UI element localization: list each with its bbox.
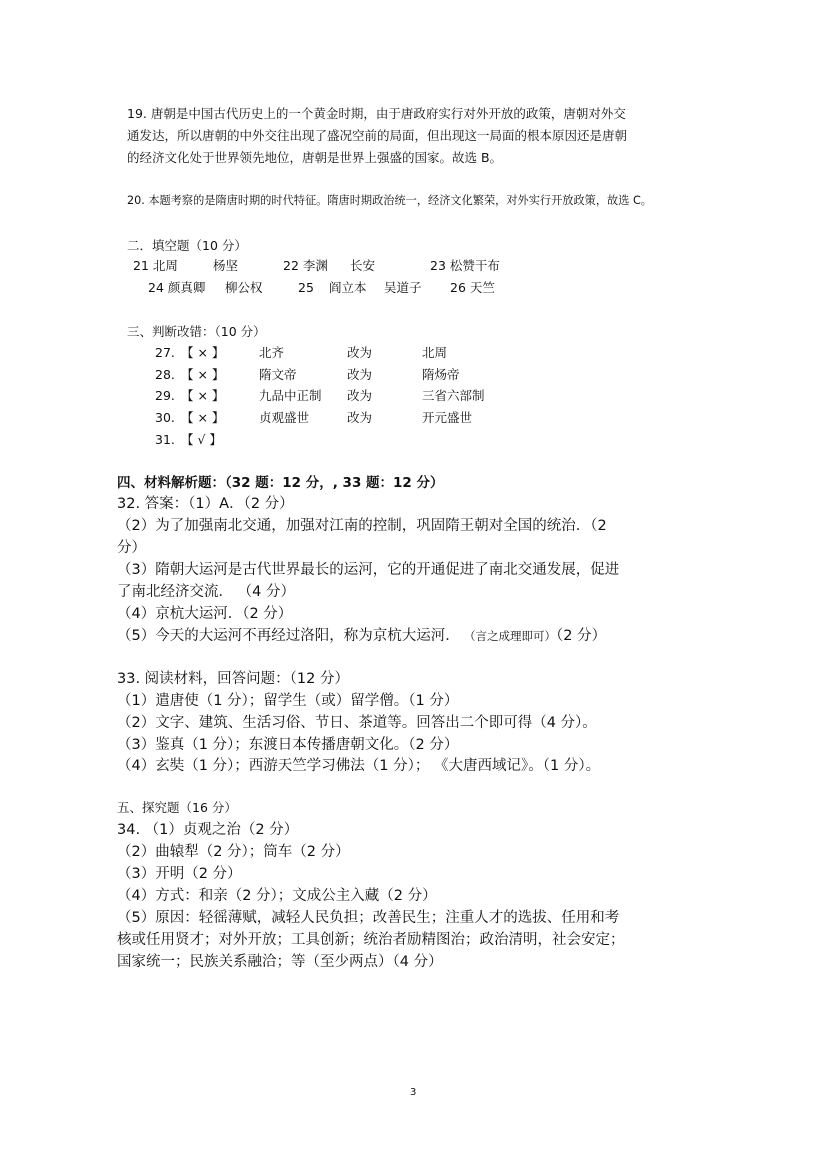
section3-title: 三、判断改错：（10 分） (127, 324, 266, 339)
fill-row-2 (148, 278, 495, 296)
q34-line-3: （3）开明（2 分） (117, 866, 242, 882)
judge-item-30: 30. 【 × 】 贞观盛世 改为 开元盛世 (155, 410, 473, 425)
fill-24: 24 颜真卿 (148, 280, 206, 295)
q33-line-2: （1）遣唐使（1 分）；留学生（或）留学僧。（1 分） (117, 693, 459, 709)
q34-line-1: 34. （1）贞观之治（2 分） (117, 822, 299, 838)
judge-item-29: 29. 【 × 】 九品中正制 改为 三省六部制 (155, 388, 485, 403)
section4-title: 四、材料解析题：（32 题：12 分，, 33 题：12 分） (117, 475, 444, 491)
q19-line-1: 19. 唐朝是中国古代历史上的一个黄金时期，由于唐政府实行对外开放的政策，唐朝对外交 (127, 106, 626, 121)
q19-line-3: 的经济文化处于世界领先地位，唐朝是世界上强盛的国家。故选 B。 (127, 150, 503, 165)
q32-line-5: 了南北经济交流． （4 分） (117, 584, 295, 600)
q34-line-5: （5）原因：轻徭薄赋，减轻人民负担；改善民生；注重人才的选拔、任用和考 (117, 910, 620, 926)
section5-title: 五、探究题（16 分） (117, 800, 237, 815)
fill-23: 23 松赞干布 (430, 258, 500, 273)
q19-line-2: 通发达，所以唐朝的中外交往出现了盛况空前的局面，但出现这一局面的根本原因还是唐朝 (127, 128, 628, 143)
q33-line-1: 33. 阅读材料，回答问题：（12 分） (117, 671, 349, 687)
fill-24b: 柳公权 (225, 280, 263, 295)
judge-item-31: 31. 【 √ 】 (155, 432, 222, 447)
q32-line-7: （5）今天的大运河不再经过洛阳，称为京杭大运河． （言之成理即可）（2 分） (117, 628, 607, 644)
fill-22: 22 李渊 (283, 258, 328, 273)
judge-item-28: 28. 【 × 】 隋文帝 改为 隋炀帝 (155, 367, 460, 382)
page-number: 3 (410, 1087, 417, 1098)
judge-item-27: 27. 【 × 】 北齐 改为 北周 (155, 345, 448, 360)
fill-22b: 长安 (350, 258, 376, 273)
q32-line-1: 32. 答案：（1）A．（2 分） (117, 496, 294, 512)
fill-25b: 阎立本 (329, 280, 367, 295)
q32-line-3: 分） (117, 540, 146, 556)
fill-25: 25 (298, 280, 314, 295)
q32-line-6: （4）京杭大运河．（2 分） (117, 606, 293, 622)
q32-line-4: （3）隋朝大运河是古代世界最长的运河，它的开通促进了南北交通发展，促进 (117, 562, 620, 578)
q33-line-4: （3）鉴真（1 分）；东渡日本传播唐朝文化。（2 分） (117, 737, 459, 753)
fill-26: 26 天竺 (450, 280, 495, 295)
fill-21b: 杨坚 (213, 258, 239, 273)
fill-row-1 (133, 256, 500, 274)
section2-title: 二．填空题（10 分） (127, 238, 247, 253)
q33-line-3: （2）文字、建筑、生活习俗、节日、茶道等。回答出二个即可得（4 分）。 (117, 715, 597, 731)
q20-text: 20. 本题考察的是隋唐时期的时代特征。隋唐时期政治统一，经济文化繁荣，对外实行开放政策，故选 C。 (127, 194, 652, 207)
fill-25c: 吴道子 (384, 280, 422, 295)
q34-line-4: （4）方式：和亲（2 分）；文成公主入藏（2 分） (117, 888, 437, 904)
fill-21: 21 北周 (133, 258, 178, 273)
q34-line-7: 国家统一；民族关系融洽；等（至少两点）（4 分） (117, 954, 443, 970)
q34-line-6: 核或任用贤才；对外开放；工具创新；统治者励精图治；政治清明，社会安定； (117, 932, 625, 948)
q32-line-2: （2）为了加强南北交通，加强对江南的控制，巩固隋王朝对全国的统治．（2 (117, 518, 607, 534)
q34-line-2: （2）曲辕犁（2 分）；筒车（2 分） (117, 844, 350, 860)
q33-line-5: （4）玄奘（1 分）；西游天竺学习佛法（1 分）； 《大唐西域记》。（1 分）。 (117, 758, 601, 774)
